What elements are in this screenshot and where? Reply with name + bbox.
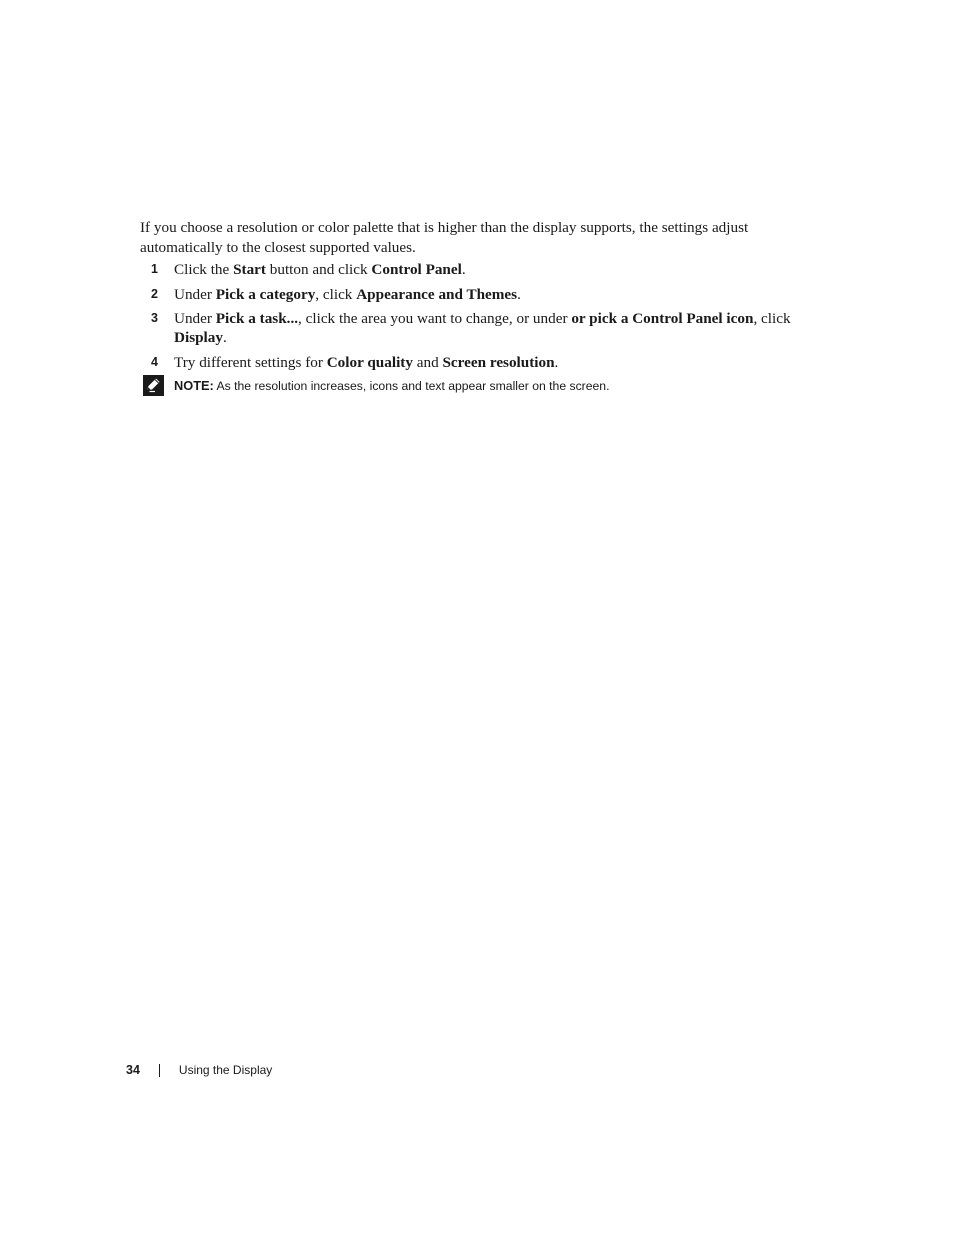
page-footer — [126, 1062, 272, 1078]
note-text: As the resolution increases, icons and text appear smaller on the screen. — [216, 379, 610, 393]
ui-term-pick-control-panel-icon: or pick a Control Panel icon — [571, 310, 754, 327]
step-item — [140, 260, 800, 279]
step-text: and — [412, 353, 443, 371]
step-item — [140, 353, 800, 372]
note-label: NOTE: — [174, 378, 214, 393]
step-item — [140, 309, 800, 347]
step-text: , click — [753, 310, 791, 327]
step-text: button and click — [265, 261, 372, 278]
ui-term-appearance-and-themes: Appearance and Themes — [356, 285, 518, 303]
footer-divider — [159, 1064, 160, 1077]
step-number: 4 — [151, 354, 158, 369]
step-text: . — [554, 353, 559, 371]
ui-term-pick-a-category: Pick a category — [215, 285, 316, 303]
step-text: , click — [315, 285, 357, 303]
step-text: Under — [174, 310, 216, 327]
step-text: Click the — [174, 261, 234, 278]
content-area — [140, 218, 800, 395]
step-number: 1 — [151, 262, 158, 276]
page-number: 34 — [126, 1063, 140, 1077]
step-text: . — [461, 261, 466, 278]
step-number: 3 — [151, 311, 158, 325]
section-title: Using the Display — [178, 1063, 273, 1077]
ui-term-display: Display — [174, 329, 223, 346]
step-item — [140, 285, 800, 304]
ui-term-control-panel: Control Panel — [371, 261, 462, 278]
ui-term-color-quality: Color quality — [326, 353, 413, 371]
step-number: 2 — [151, 286, 158, 301]
ui-term-start: Start — [233, 261, 266, 278]
step-text: Under — [174, 285, 216, 303]
step-text: . — [222, 329, 227, 346]
intro-paragraph: If you choose a resolution or color palette that is higher than the display supports, the settings adjust automatically to the closest supported values. — [140, 219, 749, 256]
ui-term-pick-a-task: Pick a task... — [215, 310, 299, 327]
step-text: Try different settings for — [174, 353, 327, 371]
steps-list — [140, 260, 800, 372]
step-text: . — [517, 285, 521, 303]
ui-term-screen-resolution: Screen resolution — [442, 353, 555, 371]
note-callout — [140, 377, 800, 395]
step-text: , click the area you want to change, or under — [298, 310, 572, 327]
pencil-note-icon — [143, 375, 164, 396]
